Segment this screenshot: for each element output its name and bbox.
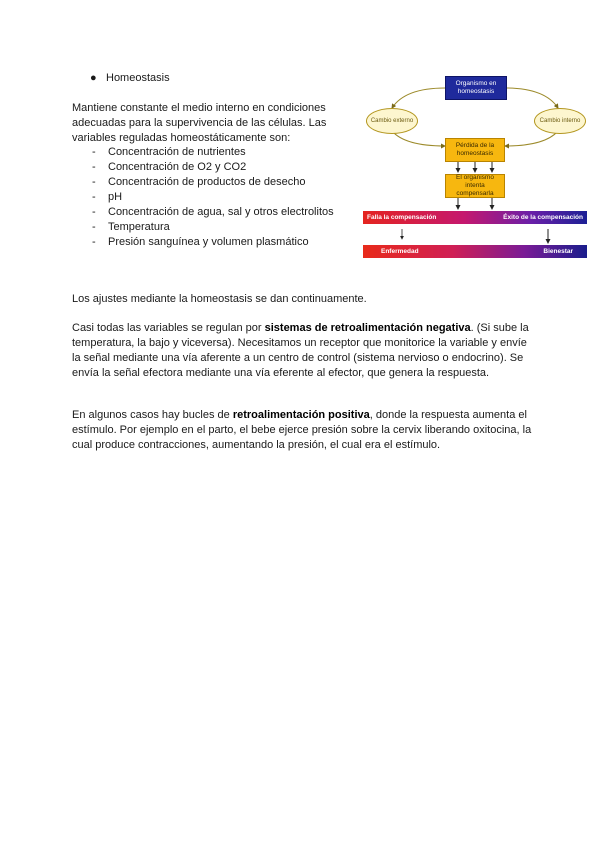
text-span: , donde la respuesta aumenta el estímulo. Por ejemplo en el parto, el bebe ejerce presión sobre la cervix liberando oxitocina, la cual produce contracciones, aumentando la presión, el cual era el estímulo. bbox=[72, 409, 532, 451]
list-item: - pH bbox=[92, 190, 334, 205]
text-span: . (Si sube la temperatura, la bajo y viceversa). Necesitamos un receptor que monitorice la variable y envíe la señal mediante una vía aferente a un centro de control (sistema nervioso o endocrino). Se envía la señal efectora mediante una vía eferente al efector, que genera la respuesta. bbox=[72, 322, 529, 379]
list-item: - Concentración de productos de desecho bbox=[92, 175, 334, 190]
loss-box: Pérdida de la homeostasis bbox=[445, 138, 505, 162]
paragraph-positive-feedback bbox=[72, 408, 537, 453]
wellbeing-label: Bienestar bbox=[543, 248, 573, 255]
internal-change-ellipse: Cambio interno bbox=[534, 108, 586, 134]
list-item: - Temperatura bbox=[92, 220, 334, 235]
list-item: - Concentración de nutrientes bbox=[92, 145, 334, 160]
homeostasis-diagram bbox=[360, 74, 590, 264]
fail-compensation-label: Falla la compensación bbox=[367, 214, 437, 221]
compensate-box: El organismo intenta compensarla bbox=[445, 174, 505, 198]
list-item: - Concentración de agua, sal y otros electrolitos bbox=[92, 205, 334, 220]
variables-list bbox=[92, 145, 334, 250]
intro-paragraph: Mantiene constante el medio interno en condiciones adecuadas para la supervivencia de las células. Las variables reguladas homeostáticamente son: bbox=[72, 102, 327, 144]
bullet-dot-icon: ● bbox=[90, 72, 97, 84]
homeostasis-box: Organismo en homeostasis bbox=[445, 76, 507, 100]
bold-term: sistemas de retroalimentación negativa bbox=[264, 322, 471, 334]
bold-term: retroalimentación positiva bbox=[232, 409, 370, 421]
diagram-arrows bbox=[360, 74, 590, 264]
bullet-homeostasis bbox=[90, 72, 170, 84]
paragraph-negative-feedback bbox=[72, 321, 532, 381]
success-compensation-label: Éxito de la compensación bbox=[503, 214, 583, 221]
text-span: Casi todas las variables se regulan por bbox=[72, 322, 265, 334]
text-span: En algunos casos hay bucles de bbox=[72, 409, 233, 421]
disease-label: Enfermedad bbox=[381, 248, 419, 255]
list-item: - Presión sanguínea y volumen plasmático bbox=[92, 235, 334, 250]
bullet-label: Homeostasis bbox=[106, 72, 170, 84]
paragraph-adjustments: Los ajustes mediante la homeostasis se dan continuamente. bbox=[72, 293, 367, 305]
outcome-bar bbox=[363, 245, 587, 258]
compensation-bar bbox=[363, 211, 587, 224]
list-item: - Concentración de O2 y CO2 bbox=[92, 160, 334, 175]
external-change-ellipse: Cambio externo bbox=[366, 108, 418, 134]
